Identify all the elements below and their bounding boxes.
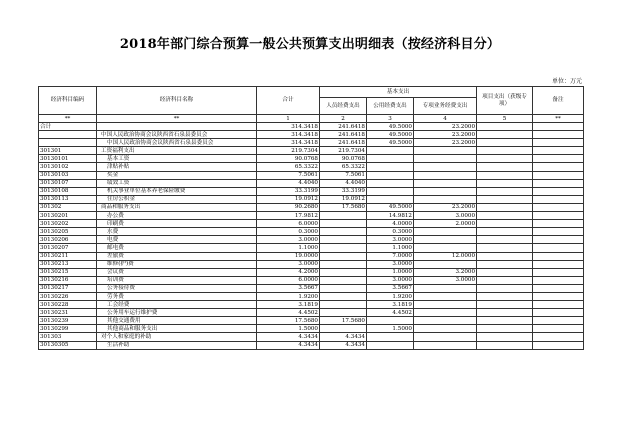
personnel-cell [320,284,367,292]
remark-cell [533,260,584,268]
header-project: 项目支出（获级专项） [477,87,533,115]
personnel-cell: 4.4040 [320,179,367,187]
name-cell: 中国人民政治协商会议陕西省石泉县委员会 [97,139,257,147]
index-cell: 4 [414,115,477,123]
project-cell [477,171,533,179]
code-cell: 30130107 [39,179,97,187]
remark-cell [533,131,584,139]
total-cell: 17.5680 [257,317,320,325]
public-cell: 3.0000 [367,236,414,244]
table-row [39,309,584,317]
total-cell: 4.3434 [257,341,320,349]
personnel-cell: 33.3199 [320,187,367,195]
personnel-cell: 241.6418 [320,131,367,139]
table-row [39,252,584,260]
table-row [39,284,584,292]
special-cell [414,155,477,163]
name-cell: 工会经费 [97,301,257,309]
remark-cell [533,228,584,236]
table-row [39,325,584,333]
public-cell: 1.1000 [367,244,414,252]
personnel-cell [320,301,367,309]
code-cell: 30130228 [39,301,97,309]
code-cell: 30130113 [39,195,97,203]
code-cell: 30130231 [39,309,97,317]
name-cell: 机关事业单位基本养老保险缴费 [97,187,257,195]
project-cell [477,228,533,236]
table-row [39,123,584,131]
special-cell [414,301,477,309]
special-cell [414,187,477,195]
header-special: 专项业务经费支出 [414,98,477,115]
table-row [39,131,584,139]
total-cell: 6.0000 [257,220,320,228]
public-cell [367,171,414,179]
public-cell [367,317,414,325]
name-cell: 津贴补贴 [97,163,257,171]
remark-cell [533,203,584,211]
index-cell: 1 [257,115,320,123]
name-cell: 公务接待费 [97,284,257,292]
project-cell [477,203,533,211]
code-cell: 30130215 [39,268,97,276]
total-cell: 19.0000 [257,252,320,260]
name-cell: 电费 [97,236,257,244]
project-cell [477,325,533,333]
remark-cell [533,244,584,252]
project-cell [477,123,533,131]
total-cell: 4.3434 [257,333,320,341]
code-cell: 30130101 [39,155,97,163]
remark-cell [533,292,584,300]
project-cell [477,212,533,220]
name-cell: 基本工资 [97,155,257,163]
project-cell [477,236,533,244]
project-cell [477,179,533,187]
remark-cell [533,236,584,244]
special-cell [414,260,477,268]
total-cell: 3.0000 [257,236,320,244]
header-public: 公用经费支出 [367,98,414,115]
project-cell [477,195,533,203]
public-cell: 1.9200 [367,292,414,300]
public-cell [367,333,414,341]
project-cell [477,284,533,292]
public-cell [367,155,414,163]
code-cell: 30130213 [39,260,97,268]
name-cell: 其他交通费用 [97,317,257,325]
remark-cell [533,187,584,195]
special-cell: 3.2000 [414,268,477,276]
special-cell: 12.0000 [414,252,477,260]
code-cell: 30130108 [39,187,97,195]
project-cell [477,309,533,317]
name-cell: 印刷费 [97,220,257,228]
code-cell: 30130103 [39,171,97,179]
project-cell [477,317,533,325]
remark-cell [533,212,584,220]
remark-cell [533,309,584,317]
index-cell: 5 [477,115,533,123]
personnel-cell: 241.6418 [320,139,367,147]
public-cell: 49.5000 [367,131,414,139]
personnel-cell [320,268,367,276]
table-row [39,179,584,187]
name-cell: 奖金 [97,171,257,179]
special-cell [414,317,477,325]
table-row [39,212,584,220]
personnel-cell [320,212,367,220]
project-cell [477,155,533,163]
personnel-cell: 7.5061 [320,171,367,179]
table-row [39,195,584,203]
name-cell: 其他商品和服务支出 [97,325,257,333]
public-cell: 0.3000 [367,228,414,236]
name-cell: 公务用车运行维护费 [97,309,257,317]
public-cell: 4.4502 [367,309,414,317]
remark-cell [533,220,584,228]
project-cell [477,244,533,252]
index-cell: ** [97,115,257,123]
total-cell: 7.5061 [257,171,320,179]
special-cell [414,163,477,171]
public-cell: 3.0000 [367,276,414,284]
total-cell: 314.3418 [257,123,320,131]
personnel-cell: 4.3434 [320,341,367,349]
special-cell [414,228,477,236]
remark-cell [533,123,584,131]
total-cell: 3.5667 [257,284,320,292]
code-cell: 30130226 [39,292,97,300]
table-row [39,317,584,325]
project-cell [477,341,533,349]
table-row [39,260,584,268]
special-cell [414,171,477,179]
project-cell [477,260,533,268]
special-cell: 3.0000 [414,276,477,284]
code-cell: 30130299 [39,325,97,333]
code-cell: 30130206 [39,236,97,244]
personnel-cell: 90.0768 [320,155,367,163]
personnel-cell: 4.3434 [320,333,367,341]
name-cell: 会议费 [97,268,257,276]
name-cell: 维修(护)费 [97,260,257,268]
index-cell: ** [533,115,584,123]
code-cell: 30130239 [39,317,97,325]
table-row [39,220,584,228]
personnel-cell: 17.5680 [320,317,367,325]
code-cell [39,131,97,139]
public-cell [367,179,414,187]
special-cell [414,292,477,300]
personnel-cell [320,244,367,252]
public-cell [367,163,414,171]
public-cell: 49.5000 [367,203,414,211]
public-cell [367,195,414,203]
name-cell: 对个人和家庭的补助 [97,333,257,341]
remark-cell [533,252,584,260]
total-cell: 4.4502 [257,309,320,317]
special-cell: 3.0000 [414,212,477,220]
personnel-cell: 19.0912 [320,195,367,203]
public-cell [367,187,414,195]
special-cell [414,244,477,252]
public-cell: 4.0000 [367,220,414,228]
remark-cell [533,171,584,179]
name-cell: 办公费 [97,212,257,220]
remark-cell [533,155,584,163]
special-cell [414,341,477,349]
public-cell [367,341,414,349]
personnel-cell: 65.3322 [320,163,367,171]
code-cell: 30130202 [39,220,97,228]
special-cell [414,179,477,187]
table-row [39,244,584,252]
index-row [39,115,584,123]
name-cell: 住房公积金 [97,195,257,203]
public-cell: 3.5667 [367,284,414,292]
special-cell: 2.0000 [414,220,477,228]
table-row [39,139,584,147]
total-cell: 4.2000 [257,268,320,276]
special-cell [414,309,477,317]
total-cell: 90.2680 [257,203,320,211]
header-total: 合计 [257,87,320,115]
code-cell: 30130216 [39,276,97,284]
code-cell: 30130205 [39,228,97,236]
name-cell: 绩效工资 [97,179,257,187]
remark-cell [533,284,584,292]
name-cell: 商品和服务支出 [97,203,257,211]
project-cell [477,292,533,300]
total-cell: 3.1819 [257,301,320,309]
code-cell [39,139,97,147]
total-cell: 4.4040 [257,179,320,187]
special-cell [414,236,477,244]
code-cell: 301301 [39,147,97,155]
total-cell: 0.3000 [257,228,320,236]
project-cell [477,220,533,228]
public-cell: 3.1819 [367,301,414,309]
personnel-cell [320,252,367,260]
personnel-cell [320,260,367,268]
total-cell: 19.0912 [257,195,320,203]
name-cell: 邮电费 [97,244,257,252]
special-cell: 23.2000 [414,131,477,139]
public-cell: 3.0000 [367,260,414,268]
index-cell: 2 [320,115,367,123]
public-cell: 49.5000 [367,139,414,147]
personnel-cell [320,276,367,284]
code-cell: 30130211 [39,252,97,260]
total-cell: 3.0000 [257,260,320,268]
special-cell [414,333,477,341]
name-cell: 水费 [97,228,257,236]
index-cell: 3 [367,115,414,123]
name-cell: 中国人民政治协商会议陕西省石泉县委员会 [97,131,257,139]
remark-cell [533,163,584,171]
personnel-cell [320,236,367,244]
remark-cell [533,139,584,147]
project-cell [477,333,533,341]
name-cell: 生活补助 [97,341,257,349]
public-cell: 14.9812 [367,212,414,220]
code-cell: 301303 [39,333,97,341]
total-cell: 1.5000 [257,325,320,333]
special-cell: 23.2000 [414,139,477,147]
total-cell: 1.9200 [257,292,320,300]
total-cell: 1.1000 [257,244,320,252]
table-row [39,147,584,155]
code-cell: 30130207 [39,244,97,252]
public-cell [367,147,414,155]
expenditure-table [38,86,584,350]
name-cell: 培训费 [97,276,257,284]
total-cell: 314.3418 [257,131,320,139]
code-cell: 30130217 [39,284,97,292]
personnel-cell [320,228,367,236]
special-cell: 23.2000 [414,123,477,131]
project-cell [477,147,533,155]
public-cell: 49.5000 [367,123,414,131]
remark-cell [533,268,584,276]
header-personnel: 人员经费支出 [320,98,367,115]
public-cell: 7.0000 [367,252,414,260]
remark-cell [533,195,584,203]
special-cell: 23.2000 [414,203,477,211]
total-cell: 65.3322 [257,163,320,171]
table-row [39,333,584,341]
personnel-cell [320,325,367,333]
name-cell: 劳务费 [97,292,257,300]
code-cell: 301302 [39,203,97,211]
table-row [39,187,584,195]
personnel-cell: 17.5680 [320,203,367,211]
special-cell [414,284,477,292]
table-row [39,341,584,349]
special-cell [414,147,477,155]
special-cell [414,325,477,333]
table-row [39,301,584,309]
remark-cell [533,301,584,309]
remark-cell [533,179,584,187]
remark-cell [533,325,584,333]
table-row [39,236,584,244]
personnel-cell: 241.6418 [320,123,367,131]
total-cell: 17.9812 [257,212,320,220]
table-row [39,268,584,276]
name-cell: 工资福利支出 [97,147,257,155]
total-cell: 33.3199 [257,187,320,195]
table-row [39,292,584,300]
remark-cell [533,341,584,349]
special-cell [414,195,477,203]
personnel-cell [320,292,367,300]
remark-cell [533,276,584,284]
remark-cell [533,147,584,155]
table-row [39,276,584,284]
project-cell [477,163,533,171]
code-cell: 30130201 [39,212,97,220]
personnel-cell [320,309,367,317]
table-row [39,171,584,179]
remark-cell [533,317,584,325]
project-cell [477,268,533,276]
project-cell [477,139,533,147]
public-cell: 1.0000 [367,268,414,276]
table-row [39,155,584,163]
public-cell: 1.5000 [367,325,414,333]
total-cell: 90.0768 [257,155,320,163]
index-cell: ** [39,115,97,123]
name-cell [97,123,257,131]
total-cell: 219.7304 [257,147,320,155]
name-cell: 差旅费 [97,252,257,260]
unit-label: 单位：万元 [551,78,582,85]
header-code: 经济科目编码 [39,87,97,115]
project-cell [477,276,533,284]
project-cell [477,187,533,195]
project-cell [477,131,533,139]
table-row [39,163,584,171]
project-cell [477,252,533,260]
table-row [39,203,584,211]
personnel-cell: 219.7304 [320,147,367,155]
page-title: 2018年部门综合预算一般公共预算支出明细表（按经济科目分） [119,37,501,52]
table-row [39,228,584,236]
total-cell: 314.3418 [257,139,320,147]
header-remark: 备注 [533,87,584,115]
code-cell: 合计 [39,123,97,131]
code-cell: 30130102 [39,163,97,171]
header-name: 经济科目名称 [97,87,257,115]
code-cell: 30130305 [39,341,97,349]
project-cell [477,301,533,309]
total-cell: 6.0000 [257,276,320,284]
personnel-cell [320,220,367,228]
remark-cell [533,333,584,341]
header-basic: 基本支出 [320,87,477,98]
